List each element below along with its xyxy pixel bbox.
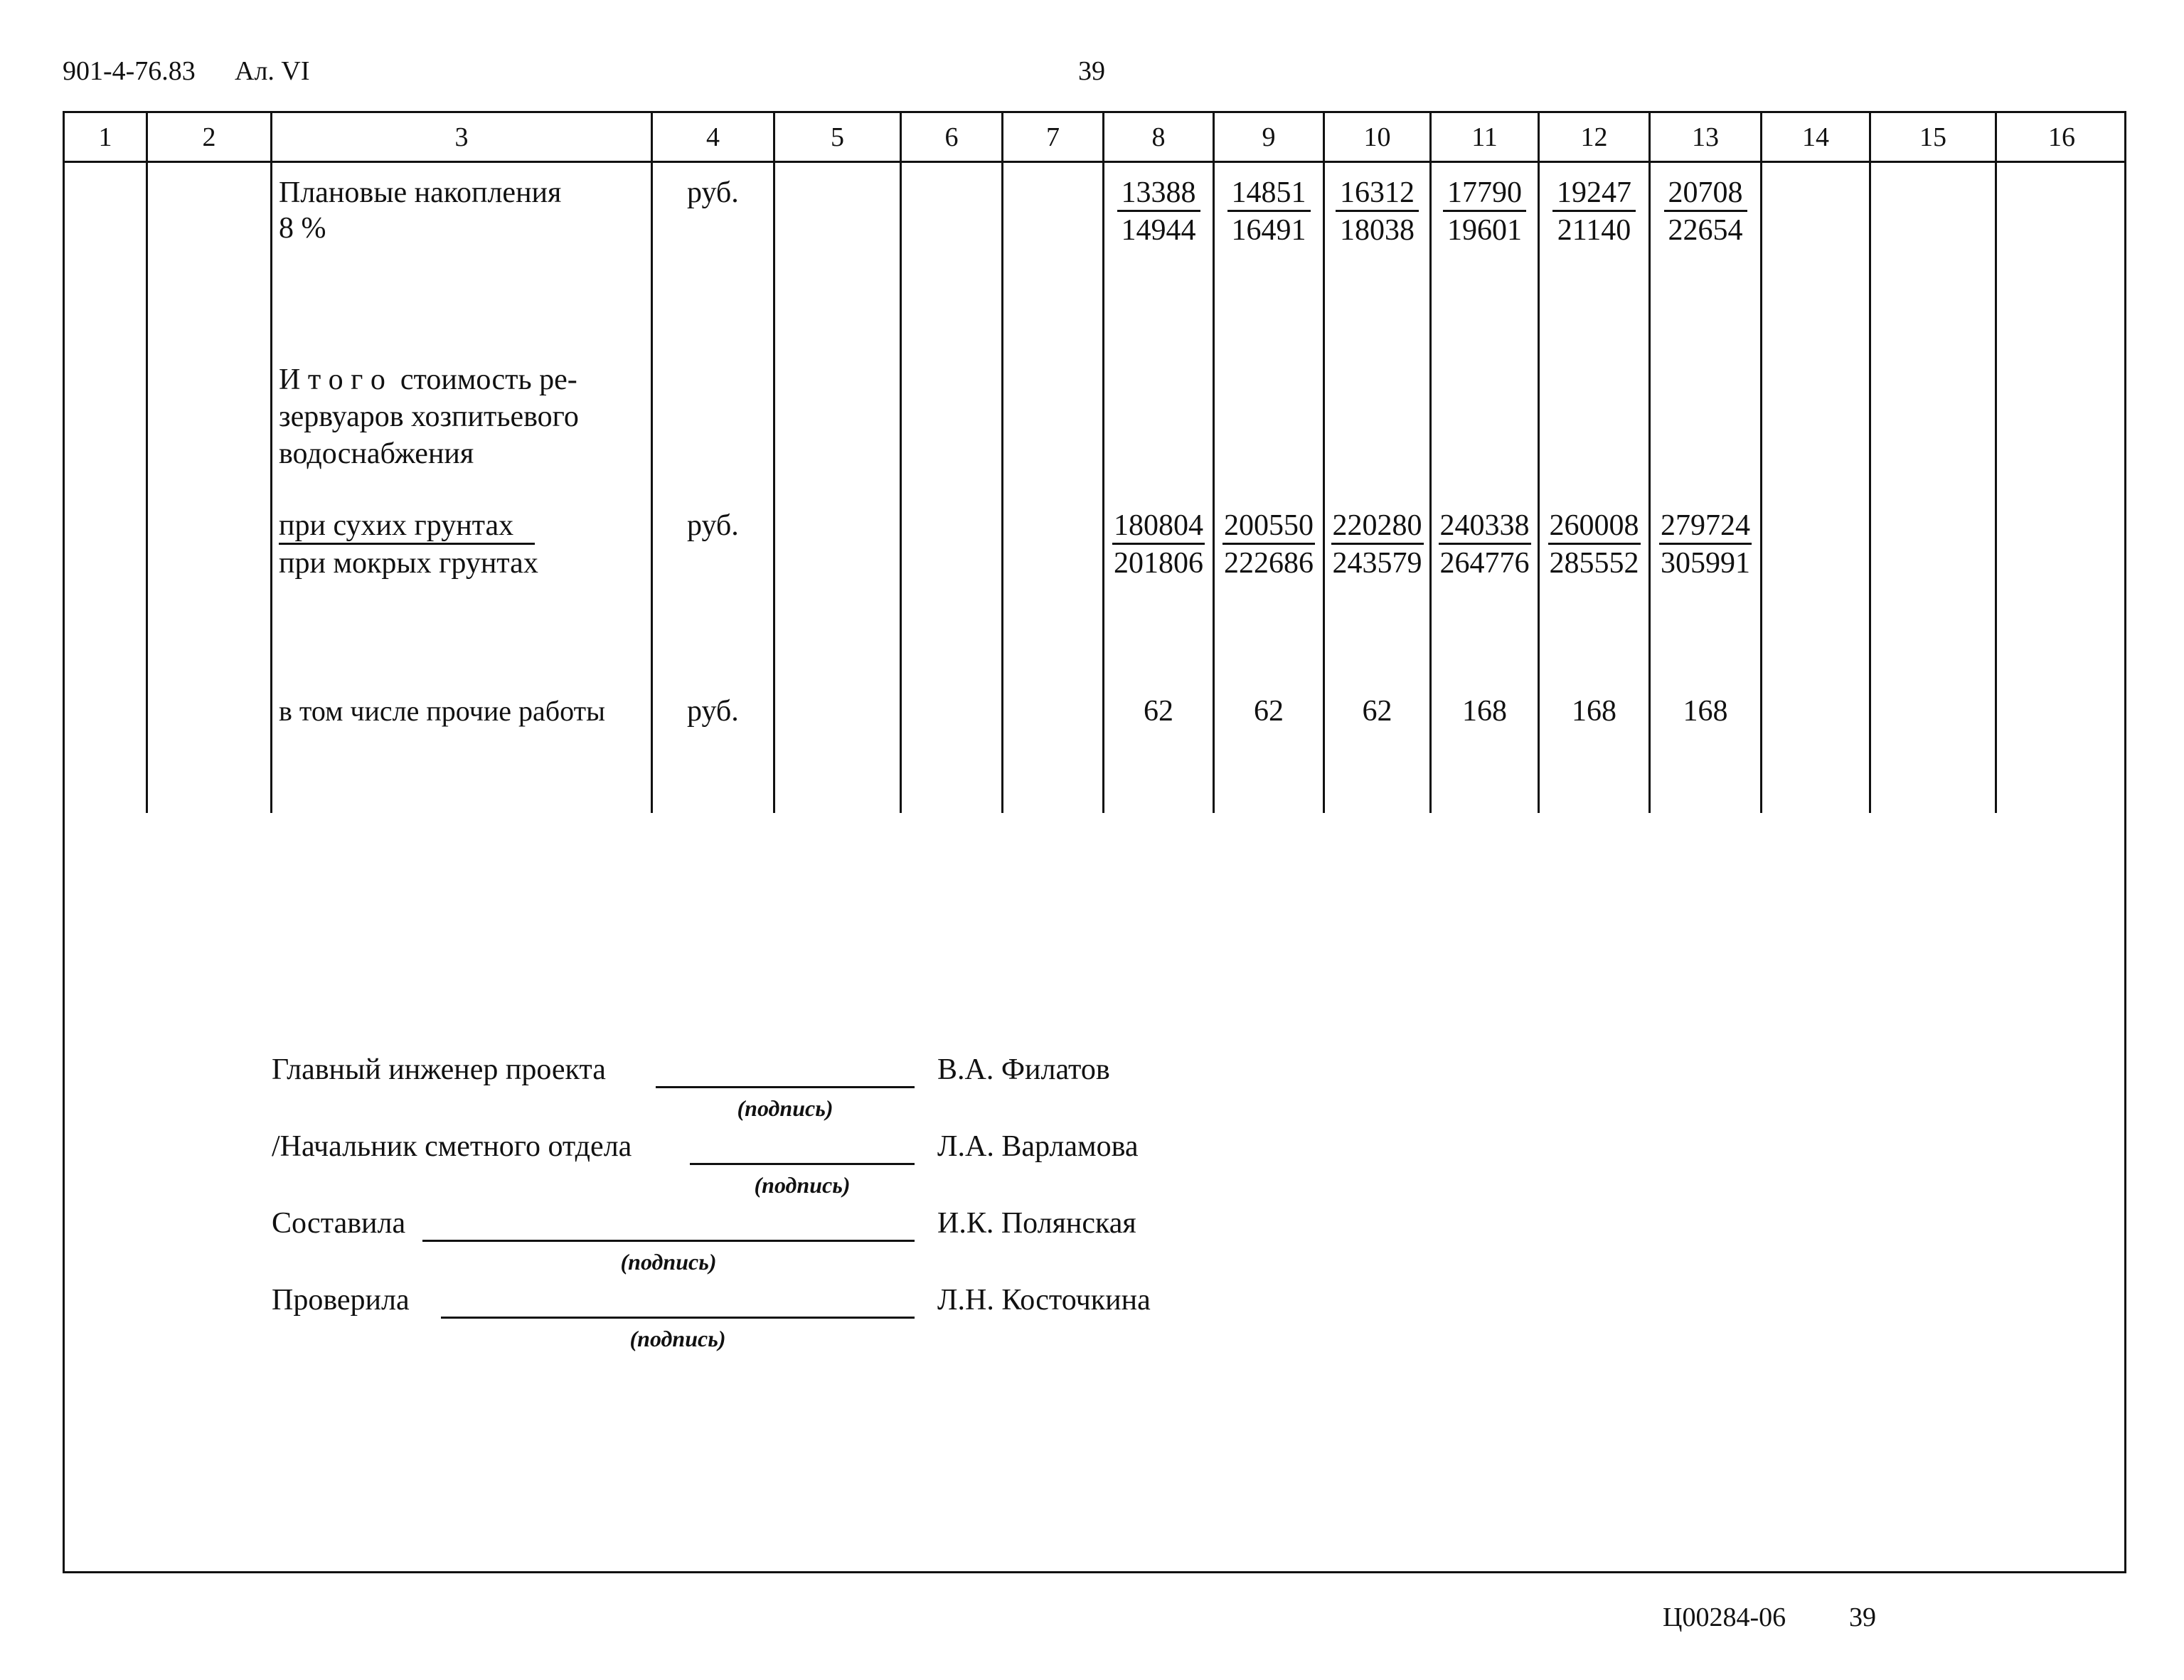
total-top-value: 260008	[1548, 509, 1641, 545]
planned-top-value: 13388	[1117, 176, 1200, 212]
planned-label-line2: 8 %	[279, 212, 326, 245]
other-value-col11: 168	[1462, 695, 1507, 728]
footer-code: Ц00284-06	[1663, 1602, 1786, 1632]
signature-caption: (подпись)	[754, 1172, 851, 1198]
signature-name-chief-engineer: В.А. Филатов	[937, 1053, 1110, 1086]
footer-page-number: 39	[1849, 1602, 1876, 1632]
signature-line	[422, 1240, 915, 1242]
col-header-11: 11	[1471, 122, 1498, 152]
total-value-col8	[1104, 508, 1213, 582]
planned-top-value: 14851	[1227, 176, 1311, 212]
planned-top-value: 17790	[1443, 176, 1526, 212]
total-top-value: 279724	[1659, 509, 1752, 545]
planned-value-col10	[1325, 175, 1429, 249]
planned-bottom-value: 14944	[1121, 214, 1196, 247]
total-bottom-value: 305991	[1661, 547, 1750, 580]
page-number-top: 39	[1078, 56, 1105, 86]
total-bottom-value: 201806	[1114, 547, 1203, 580]
col-header-14: 14	[1802, 122, 1829, 152]
col-header-3: 3	[454, 122, 469, 152]
col-header-12: 12	[1580, 122, 1608, 152]
total-bottom-value: 222686	[1224, 547, 1314, 580]
planned-unit: руб.	[687, 176, 739, 209]
col-divider	[1760, 112, 1762, 813]
other-value-col8: 62	[1144, 695, 1173, 728]
total-top-value: 200550	[1222, 509, 1315, 545]
col-divider	[1001, 112, 1003, 813]
other-value-col9: 62	[1254, 695, 1284, 728]
col-header-5: 5	[831, 122, 844, 152]
col-header-10: 10	[1363, 122, 1391, 152]
col-header-2: 2	[202, 122, 216, 152]
signature-name-checked: Л.Н. Косточкина	[937, 1284, 1151, 1317]
col-divider	[146, 112, 148, 813]
other-value-col10: 62	[1362, 695, 1392, 728]
planned-bottom-value: 19601	[1447, 214, 1522, 247]
signature-role-compiled: Составила	[272, 1207, 406, 1240]
planned-value-col12	[1540, 175, 1648, 249]
planned-label-line1: Плановые накопления	[279, 176, 562, 209]
total-bottom-value: 264776	[1439, 547, 1530, 580]
document-frame	[63, 111, 2126, 1573]
col-divider	[773, 112, 775, 813]
total-label	[279, 361, 649, 472]
signature-line	[441, 1317, 915, 1319]
col-header-16: 16	[2048, 122, 2075, 152]
planned-value-col11	[1432, 175, 1538, 249]
col-divider	[270, 112, 272, 813]
col-divider	[900, 112, 902, 813]
signature-name-compiled: И.К. Полянская	[937, 1207, 1136, 1240]
signature-name-estimate-head: Л.А. Варламова	[937, 1130, 1139, 1163]
col-divider	[1995, 112, 1997, 813]
other-value-col13: 168	[1683, 695, 1728, 728]
total-value-col10	[1325, 508, 1429, 582]
total-bottom-value: 243579	[1332, 547, 1422, 580]
col-divider	[651, 112, 653, 813]
other-unit: руб.	[687, 695, 739, 728]
planned-bottom-value: 21140	[1557, 214, 1631, 247]
total-sub-wet: при мокрых грунтах	[279, 547, 538, 580]
planned-label	[279, 175, 649, 246]
col-header-9: 9	[1262, 122, 1276, 152]
planned-value-col9	[1215, 175, 1323, 249]
total-label-line3: водоснабжения	[279, 437, 474, 470]
total-top-value: 240338	[1439, 509, 1531, 545]
total-unit: руб.	[687, 509, 739, 542]
total-top-value: 220280	[1331, 509, 1424, 545]
other-value-col12: 168	[1572, 695, 1616, 728]
col-header-4: 4	[706, 122, 720, 152]
total-value-col12	[1540, 508, 1648, 582]
signature-caption: (подпись)	[620, 1249, 717, 1275]
col-header-8: 8	[1151, 122, 1166, 152]
planned-top-value: 20708	[1664, 176, 1747, 212]
total-value-col13	[1651, 508, 1760, 582]
col-divider	[1869, 112, 1871, 813]
planned-bottom-value: 22654	[1668, 214, 1743, 247]
planned-value-col8	[1104, 175, 1213, 249]
total-sub-labels	[279, 508, 538, 582]
planned-value-col13	[1651, 175, 1760, 249]
doc-code: 901-4-76.83	[63, 56, 196, 86]
signature-role-chief-engineer: Главный инженер проекта	[272, 1053, 606, 1086]
signature-caption: (подпись)	[737, 1095, 833, 1121]
col-header-13: 13	[1692, 122, 1719, 152]
other-label: в том числе прочие работы	[279, 695, 605, 727]
signature-role-estimate-head: /Начальник сметного отдела	[272, 1130, 632, 1163]
col-header-15: 15	[1919, 122, 1946, 152]
signature-line	[690, 1163, 915, 1165]
planned-top-value: 16312	[1336, 176, 1419, 212]
signature-caption: (подпись)	[629, 1326, 726, 1351]
total-value-col9	[1215, 508, 1323, 582]
signature-line	[656, 1086, 915, 1088]
total-sub-dry: при сухих грунтах	[279, 509, 535, 545]
header-row-divider	[63, 161, 2126, 163]
col-header-7: 7	[1046, 122, 1060, 152]
album-label: Ал. VI	[235, 56, 310, 86]
planned-bottom-value: 16491	[1231, 214, 1306, 247]
col-header-6: 6	[944, 122, 959, 152]
col-header-1: 1	[98, 122, 112, 152]
total-bottom-value: 285552	[1549, 547, 1639, 580]
total-label-line1: И т о г о стоимость ре-	[279, 363, 577, 396]
total-label-line2: зервуаров хозпитьевого	[279, 400, 579, 433]
total-value-col11	[1432, 508, 1538, 582]
total-top-value: 180804	[1112, 509, 1205, 545]
signature-role-checked: Проверила	[272, 1284, 410, 1317]
planned-bottom-value: 18038	[1340, 214, 1415, 247]
planned-top-value: 19247	[1552, 176, 1636, 212]
